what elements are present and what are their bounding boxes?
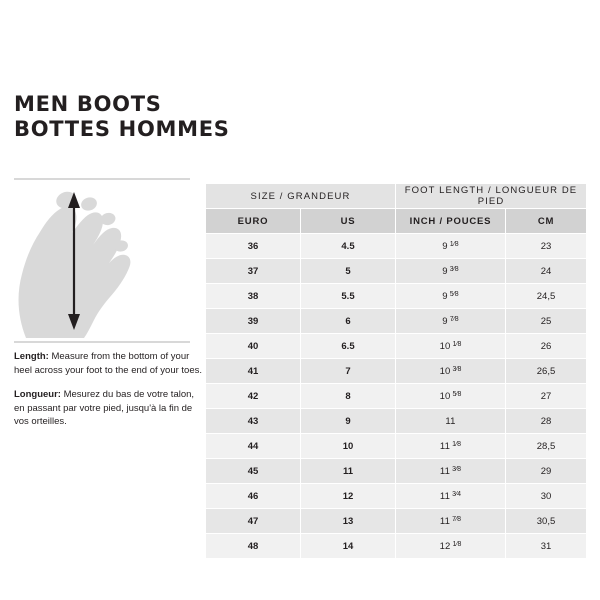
inch-fraction: 3⁄8: [447, 266, 459, 274]
table-row: [206, 234, 587, 259]
inch-whole: 10: [439, 390, 451, 402]
group-header-foot-length: FOOT LENGTH / LONGUEUR DE PIED: [396, 184, 587, 209]
cell-inch: [396, 334, 506, 359]
instruction-en-text: Measure from the bottom of your heel across your foot to the end of your toes.: [14, 351, 203, 376]
cell-inch: [396, 409, 506, 434]
inch-whole: 10: [439, 365, 451, 377]
inch-fraction: 1⁄8: [447, 241, 459, 249]
instruction-en-label: Length:: [14, 351, 49, 362]
cell-euro: 47: [206, 509, 301, 534]
size-table-wrapper: [205, 183, 586, 559]
cell-cm: 24: [506, 259, 587, 284]
cell-euro: 44: [206, 434, 301, 459]
inch-fraction: 5⁄8: [447, 291, 459, 299]
inch-whole: 11: [439, 440, 451, 452]
cell-us: 4.5: [301, 234, 396, 259]
inch-fraction: 3⁄4: [450, 491, 462, 499]
cell-cm: 30,5: [506, 509, 587, 534]
cell-euro: 48: [206, 534, 301, 559]
table-row: [206, 309, 587, 334]
table-row: [206, 509, 587, 534]
table-row: [206, 459, 587, 484]
inch-whole: 9: [442, 315, 448, 327]
inch-whole: 11: [439, 490, 451, 502]
table-row: [206, 434, 587, 459]
cell-euro: 46: [206, 484, 301, 509]
cell-inch: [396, 509, 506, 534]
inch-fraction: 7⁄8: [450, 516, 462, 524]
inch-fraction: 1⁄8: [450, 541, 462, 549]
column-header-euro: EURO: [206, 209, 301, 234]
cell-euro: 36: [206, 234, 301, 259]
cell-inch: [396, 434, 506, 459]
table-group-header-row: [206, 184, 587, 209]
cell-euro: 38: [206, 284, 301, 309]
inch-fraction: 3⁄8: [450, 466, 462, 474]
cell-us: 11: [301, 459, 396, 484]
page-title: [14, 92, 334, 142]
inch-fraction: 5⁄8: [450, 391, 462, 399]
cell-euro: 45: [206, 459, 301, 484]
size-table: [205, 183, 587, 559]
cell-cm: 31: [506, 534, 587, 559]
title-line-fr: BOTTES HOMMES: [14, 117, 230, 141]
table-row: [206, 284, 587, 309]
cell-cm: 30: [506, 484, 587, 509]
table-row: [206, 359, 587, 384]
cell-euro: 37: [206, 259, 301, 284]
instruction-fr: [14, 388, 204, 429]
cell-cm: 26: [506, 334, 587, 359]
instruction-fr-text: Mesurez du bas de votre talon, en passant par votre pied, jusqu'à la fin de vos orteilles.: [14, 389, 195, 428]
cell-inch: [396, 234, 506, 259]
cell-euro: 40: [206, 334, 301, 359]
cell-cm: 28: [506, 409, 587, 434]
table-row: [206, 334, 587, 359]
cell-us: 6.5: [301, 334, 396, 359]
cell-euro: 43: [206, 409, 301, 434]
foot-illustration-svg: [14, 178, 190, 343]
cell-cm: 23: [506, 234, 587, 259]
cell-cm: 27: [506, 384, 587, 409]
column-header-cm: CM: [506, 209, 587, 234]
inch-whole: 11: [439, 465, 451, 477]
inch-fraction: 7⁄8: [447, 316, 459, 324]
cell-us: 5: [301, 259, 396, 284]
cell-us: 12: [301, 484, 396, 509]
inch-fraction: 1⁄8: [450, 341, 462, 349]
column-header-us: US: [301, 209, 396, 234]
group-header-size: SIZE / GRANDEUR: [206, 184, 396, 209]
table-row: [206, 259, 587, 284]
cell-us: 7: [301, 359, 396, 384]
inch-whole: 9: [442, 240, 448, 252]
cell-inch: [396, 484, 506, 509]
inch-fraction: 3⁄8: [450, 366, 462, 374]
inch-whole: 11: [439, 515, 451, 527]
cell-euro: 41: [206, 359, 301, 384]
instruction-en: [14, 350, 204, 377]
table-row: [206, 484, 587, 509]
cell-cm: 26,5: [506, 359, 587, 384]
cell-us: 10: [301, 434, 396, 459]
cell-inch: [396, 534, 506, 559]
inch-whole: 9: [442, 290, 448, 302]
cell-inch: [396, 459, 506, 484]
cell-inch: [396, 359, 506, 384]
cell-us: 5.5: [301, 284, 396, 309]
column-header-inch: INCH / POUCES: [396, 209, 506, 234]
cell-us: 13: [301, 509, 396, 534]
cell-us: 14: [301, 534, 396, 559]
inch-whole: 11: [445, 415, 456, 427]
cell-inch: [396, 309, 506, 334]
cell-euro: 42: [206, 384, 301, 409]
cell-us: 9: [301, 409, 396, 434]
inch-whole: 9: [442, 265, 448, 277]
cell-euro: 39: [206, 309, 301, 334]
inch-whole: 10: [439, 340, 451, 352]
foot-length-diagram: [14, 178, 190, 343]
title-line-en: MEN BOOTS: [14, 92, 162, 116]
cell-inch: [396, 284, 506, 309]
measure-instructions: [14, 350, 204, 440]
inch-fraction: 1⁄8: [450, 441, 462, 449]
table-column-header-row: [206, 209, 587, 234]
table-row: [206, 409, 587, 434]
cell-us: 6: [301, 309, 396, 334]
inch-whole: 12: [439, 540, 451, 552]
table-row: [206, 534, 587, 559]
cell-cm: 25: [506, 309, 587, 334]
instruction-fr-label: Longueur:: [14, 389, 61, 401]
cell-inch: [396, 384, 506, 409]
cell-us: 8: [301, 384, 396, 409]
cell-cm: 29: [506, 459, 587, 484]
cell-cm: 24,5: [506, 284, 587, 309]
table-row: [206, 384, 587, 409]
cell-inch: [396, 259, 506, 284]
cell-cm: 28,5: [506, 434, 587, 459]
